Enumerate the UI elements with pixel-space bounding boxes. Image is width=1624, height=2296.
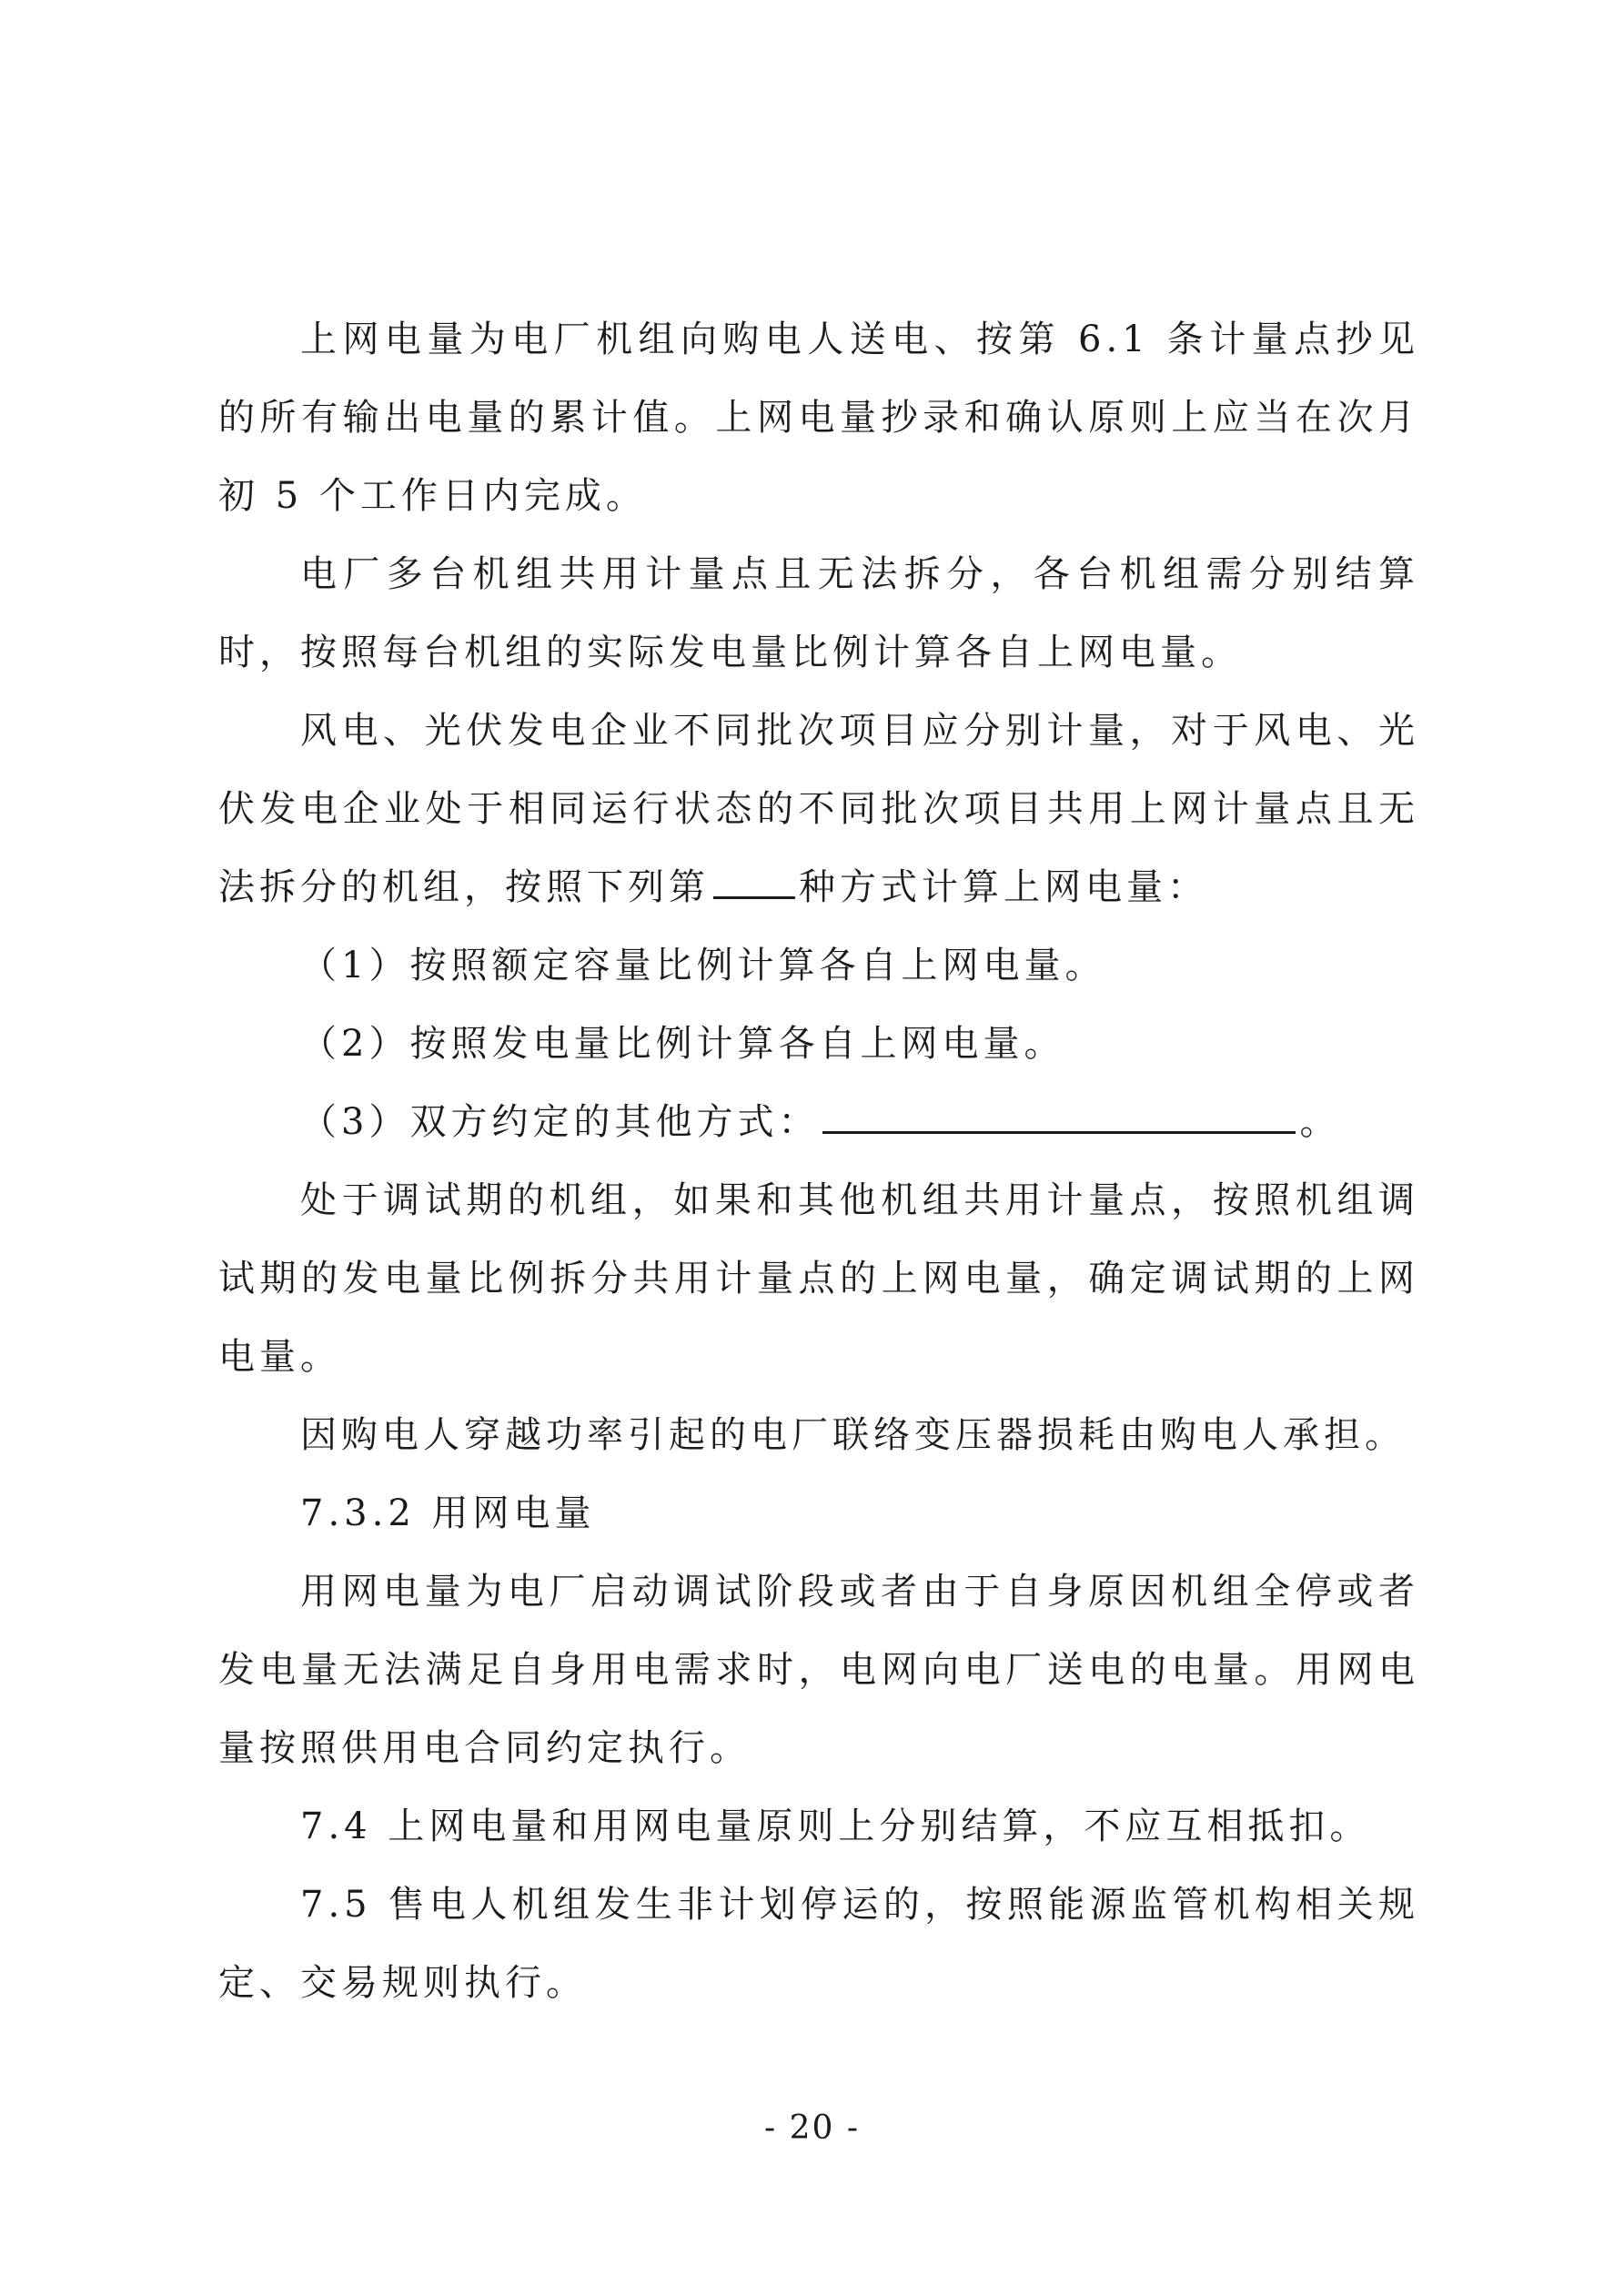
other-method-blank xyxy=(822,1100,1296,1134)
list-item-method-2: （2）按照发电量比例计算各自上网电量。 xyxy=(300,1023,1065,1065)
paragraph-commissioning-units: 处于调试期的机组，如果和其他机组共用计量点，按照机组调试期的发电量比例拆分共用计量点的上网电量，确定调试期的上网电量。 xyxy=(218,1179,1419,1378)
method-3-text: （3）双方约定的其他方式： xyxy=(300,1101,820,1143)
paragraph-shared-metering-units: 电厂多台机组共用计量点且无法拆分，各台机组需分别结算时，按照每台机组的实际发电量比例计算各自上网电量。 xyxy=(218,553,1419,673)
method-number-blank xyxy=(713,865,795,899)
list-item-method-3 xyxy=(218,1083,1419,1161)
wind-solar-text-before-blank: 风电、光伏发电企业不同批次项目应分别计量，对于风电、光伏发电企业处于相同运行状态的不同批次项目共用上网计量点且无法拆分的机组，按照下列第 xyxy=(218,710,1419,908)
method-3-period: 。 xyxy=(1299,1101,1341,1143)
clause-7-4: 7.4 上网电量和用网电量原则上分别结算，不应互相抵扣。 xyxy=(300,1805,1371,1847)
paragraph-grid-usage-definition: 用网电量为电厂启动调试阶段或者由于自身原因机组全停或者发电量无法满足自身用电需求时，电网向电厂送电的电量。用网电量按照供用电合同约定执行。 xyxy=(218,1571,1419,1769)
paragraph-transformer-losses: 因购电人穿越功率引起的电厂联络变压器损耗由购电人承担。 xyxy=(300,1414,1406,1456)
clause-7-5: 7.5 售电人机组发生非计划停运的，按照能源监管机构相关规定、交易规则执行。 xyxy=(218,1884,1419,2004)
document-body xyxy=(218,300,1419,2022)
wind-solar-text-after-blank: 种方式计算上网电量： xyxy=(799,866,1208,908)
section-heading-7-3-2: 7.3.2 用网电量 xyxy=(300,1492,596,1534)
paragraph-wind-solar-metering xyxy=(218,692,1419,926)
list-item-method-1: （1）按照额定容量比例计算各自上网电量。 xyxy=(300,945,1106,986)
paragraph-grid-electricity-definition: 上网电量为电厂机组向购电人送电、按第 6.1 条计量点抄见的所有输出电量的累计值。上网电量抄录和确认原则上应当在次月初 5 个工作日内完成。 xyxy=(218,319,1419,517)
page-number: - 20 - xyxy=(763,2109,861,2147)
